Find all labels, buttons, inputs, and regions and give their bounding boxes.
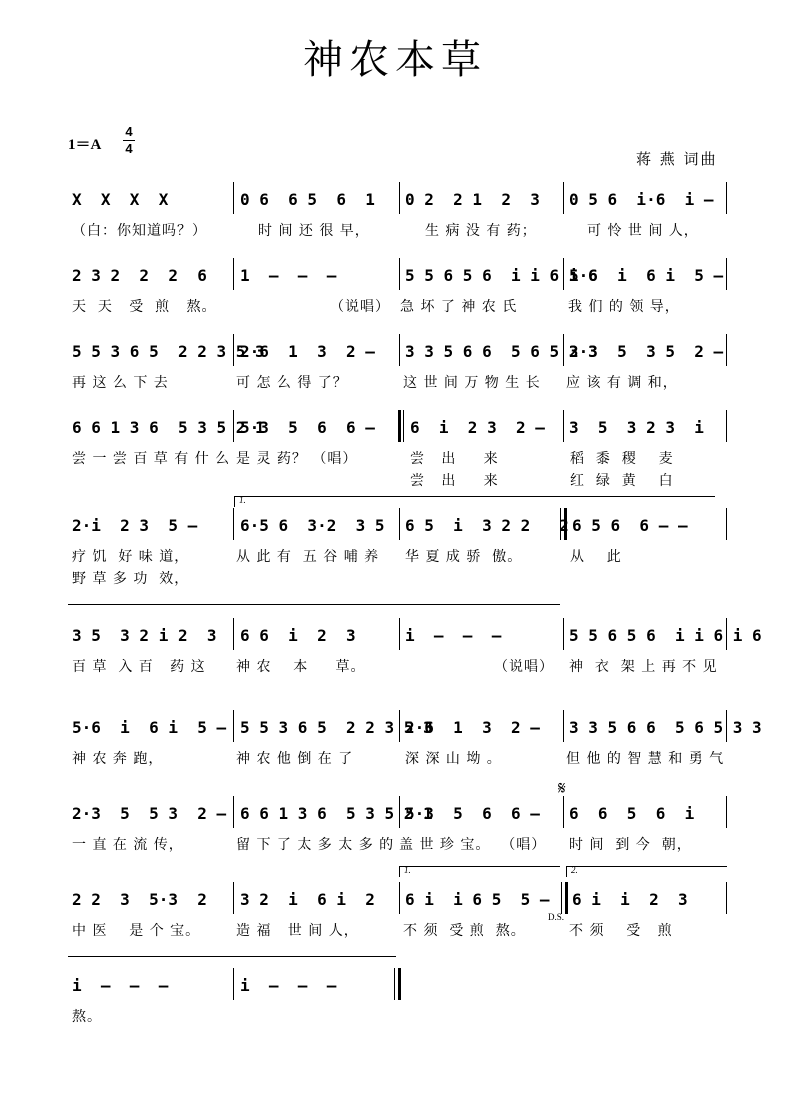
lyric-line: 华 夏 成 骄 傲。 — [405, 549, 523, 565]
volta-bracket-1 — [234, 496, 715, 507]
barline — [233, 508, 234, 540]
dal-segno-marking: D.S. — [548, 912, 565, 922]
lyric-line: 一 直 在 流 传， — [72, 837, 184, 853]
lyric-line: 我 们 的 领 导， — [568, 299, 680, 315]
measure-notes: 6 6 1 3 6 5 3 5 2 1 — [240, 804, 433, 823]
lyric-line: 时 间 到 今 朝， — [569, 837, 692, 853]
barline — [403, 410, 404, 442]
barline — [726, 410, 727, 442]
final-barline — [394, 968, 395, 1000]
barline — [726, 258, 727, 290]
author-credit: 蒋 燕 词曲 — [636, 150, 718, 168]
final-barline-thick — [398, 968, 401, 1000]
measure-notes: 0 2 2 1 2 3 — [405, 190, 540, 209]
repeat-start-barline — [398, 410, 401, 442]
lyric-line: 但 他 的 智 慧 和 勇 气 — [566, 751, 725, 767]
barline-thick — [565, 882, 568, 914]
barline — [726, 796, 727, 828]
lyric-line-second-verse: 尝 出 来 — [410, 473, 499, 489]
measure-notes: 5·3 5 6 6 – — [240, 418, 375, 437]
volta-bracket-2 — [566, 866, 727, 877]
lyric-line-second-verse: 红 绿 黄 白 — [570, 473, 674, 489]
lyric-line: （白：你知道吗？） — [72, 223, 207, 239]
barline — [233, 710, 234, 742]
barline — [563, 796, 564, 828]
lyric-line: 不 须 受 煎 熬。 — [403, 923, 526, 939]
barline — [399, 618, 400, 650]
barline — [399, 508, 400, 540]
measure-notes: i – – – — [405, 626, 502, 645]
barline — [233, 968, 234, 1000]
measure-notes: 6 5 i 3 2 2 2 — [405, 516, 569, 535]
time-signature-bottom: 4 — [125, 141, 133, 156]
measure-notes: 2 3 2 2 2 6 — [72, 266, 207, 285]
measure-notes: 0 5 6 i·6 i – — [569, 190, 714, 209]
time-signature-top: 4 — [125, 124, 133, 139]
measure-notes: 6 6 5 6 i — [569, 804, 695, 823]
score-row-1 — [0, 190, 790, 254]
barline — [399, 882, 400, 914]
barline — [233, 182, 234, 214]
lyric-line: 从 此 有 五 谷 哺 养 — [236, 549, 380, 565]
barline — [563, 618, 564, 650]
measure-notes: 3 3 5 6 6 5 6 5 3 3 — [405, 342, 598, 361]
barline — [399, 182, 400, 214]
barline — [233, 618, 234, 650]
score-row-4 — [0, 418, 790, 489]
barline — [563, 182, 564, 214]
score-row-9 — [0, 890, 790, 954]
measure-notes: i – – – — [240, 976, 337, 995]
score-row-6 — [0, 626, 790, 690]
lyric-line: 可 怎 么 得 了？ — [236, 375, 348, 391]
score-row-8 — [0, 804, 790, 868]
lyric-line: 不 须 受 煎 — [569, 923, 673, 939]
measure-notes: 3 3 5 6 6 5 6 5 3 3 — [569, 718, 762, 737]
measure-notes: 1 – – – — [240, 266, 337, 285]
lyric-line: 留 下 了 太 多 太 多 的 — [236, 837, 395, 853]
barline — [726, 182, 727, 214]
lyric-line: 再 这 么 下 去 — [72, 375, 169, 391]
lyric-line: 这 世 间 万 物 生 长 — [403, 375, 541, 391]
measure-notes: 0 6 6 5 6 1 — [240, 190, 375, 209]
measure-notes: 6·5 6 3·2 3 5 — [240, 516, 385, 535]
barline — [399, 334, 400, 366]
lyric-line: 生 病 没 有 药； — [425, 223, 537, 239]
measure-notes: 5 5 6 5 6 i i 6 i 6 — [405, 266, 598, 285]
lyric-line: 应 该 有 调 和， — [566, 375, 678, 391]
measure-notes: 5·3 5 6 6 – — [405, 804, 540, 823]
measure-notes: 6 i i 6 5 5 – — [405, 890, 550, 909]
measure-notes: 2 2 3 5·3 2 — [72, 890, 207, 909]
barline — [726, 882, 727, 914]
lyric-line: 中 医 是 个 宝。 — [72, 923, 201, 939]
lyric-line: 神 农 奔 跑， — [72, 751, 164, 767]
measure-notes: 2·6 1 3 2 – — [240, 342, 375, 361]
lyric-line: （说唱） — [494, 659, 554, 675]
measure-notes: 2·3 5 5 3 2 – — [72, 804, 227, 823]
score-row-5 — [0, 516, 790, 587]
lyric-line: 尝 出 来 — [410, 451, 499, 467]
measure-notes: 5·6 i 6 i 5 – — [569, 266, 724, 285]
barline — [563, 710, 564, 742]
barline — [561, 882, 562, 914]
lyric-line: 天 天 受 煎 熬。 — [72, 299, 217, 315]
lyric-line: 时 间 还 很 早， — [258, 223, 370, 239]
lyric-line: 神 农 他 倒 在 了 — [236, 751, 354, 767]
measure-notes: 5 5 3 6 5 2 2 3 5 3 — [240, 718, 433, 737]
barline — [233, 882, 234, 914]
score-row-3 — [0, 342, 790, 406]
lyric-line: 熬。 — [72, 1009, 102, 1025]
score-row-2 — [0, 266, 790, 330]
measure-notes: 6 6 1 3 6 5 3 5 2 1 — [72, 418, 265, 437]
measure-notes: 3 5 3 2 i 2 3 — [72, 626, 217, 645]
measure-notes: 5·6 i 6 i 5 – — [72, 718, 227, 737]
phrase-overline — [68, 604, 560, 605]
measure-notes: 5 5 6 5 6 i i 6 i 6 — [569, 626, 762, 645]
lyric-line: 盖 世 珍 宝。 （唱） — [399, 837, 547, 853]
lyric-line: 急 坏 了 神 农 氏 — [400, 299, 518, 315]
lyric-line: 从 此 — [570, 549, 622, 565]
phrase-overline — [68, 956, 396, 957]
barline — [399, 258, 400, 290]
lyric-line: 稻 黍 稷 麦 — [570, 451, 674, 467]
key-signature: 1＝A — [68, 137, 102, 153]
lyric-line: 神 农 本 草。 — [236, 659, 366, 675]
score-row-10 — [0, 976, 790, 1040]
segno-sign: 𝄋 — [558, 778, 566, 799]
measure-notes: 3 2 i 6 i 2 — [240, 890, 375, 909]
measure-notes: 3 5 3 2 3 i — [569, 418, 704, 437]
measure-notes: 6 6 i 2 3 — [240, 626, 356, 645]
measure-notes: 2·i 2 3 5 – — [72, 516, 198, 535]
score-row-7 — [0, 718, 790, 782]
lyric-line: 造 福 世 间 人， — [236, 923, 359, 939]
measure-notes: i – – – — [72, 976, 169, 995]
volta-2-label: 2. — [571, 865, 578, 875]
lyric-line: 百 草 入 百 药 这 — [72, 659, 206, 675]
lyric-line: 尝 一 尝 百 草 有 什 么 — [72, 451, 231, 467]
lyric-line: 疗 饥 好 味 道， — [72, 549, 190, 565]
volta-1-label: 1. — [404, 865, 411, 875]
measure-notes: 6 i 2 3 2 – — [410, 418, 545, 437]
barline — [233, 258, 234, 290]
barline — [233, 796, 234, 828]
measure-notes: 2·3 5 3 5 2 – — [569, 342, 724, 361]
measure-notes: X X X X — [72, 190, 169, 209]
measure-notes: 6 i i 2 3 — [572, 890, 688, 909]
time-signature — [122, 124, 136, 157]
song-title: 神农本草 — [303, 37, 487, 83]
lyric-line: 神 衣 架 上 再 不 见 — [569, 659, 718, 675]
barline — [563, 410, 564, 442]
barline — [726, 508, 727, 540]
measure-notes: 5 5 3 6 5 2 2 3 5 3 — [72, 342, 265, 361]
lyric-line: 可 怜 世 间 人， — [587, 223, 699, 239]
lyric-line: 深 深 山 坳 。 — [405, 751, 502, 767]
barline — [726, 334, 727, 366]
volta-1-label: 1. — [239, 495, 246, 505]
measure-notes: 2·6 1 3 2 – — [405, 718, 540, 737]
volta-bracket-1-second — [399, 866, 560, 877]
lyric-line: 是 灵 药？ （唱） — [236, 451, 358, 467]
lyric-line: （说唱） — [330, 299, 390, 315]
lyric-line-second-verse: 野 草 多 功 效， — [72, 571, 190, 587]
measure-notes: 6 5 6 6 – – — [572, 516, 688, 535]
